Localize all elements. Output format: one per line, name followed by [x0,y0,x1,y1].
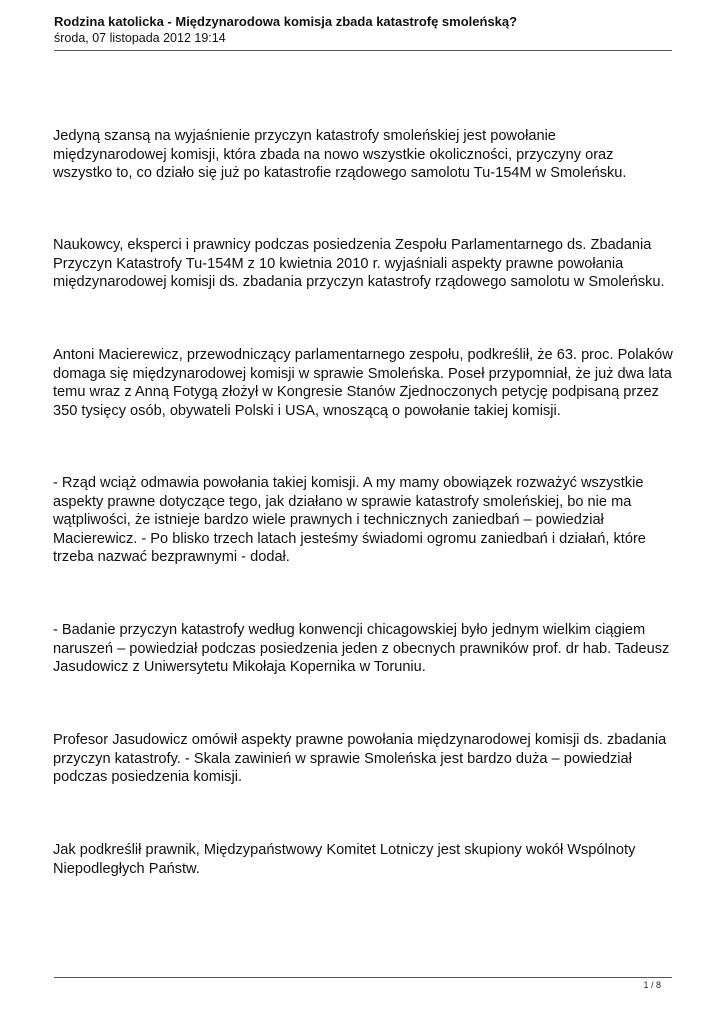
text-line: Jak podkreślił prawnik, Międzypaństwowy Komitet Lotniczy jest skupiony wokół Wspólnoty [53,842,636,858]
text-line: - Rząd wciąż odmawia powołania takiej komisji. A my mamy obowiązek rozważyć wszystkie [53,475,644,491]
text-line: temu wraz z Anną Fotygą złożył w Kongresie Stanów Zjednoczonych petycję podpisaną przez [53,384,659,400]
page-indicator: 1 / 8 [643,980,661,990]
text-line: - Badanie przyczyn katastrofy według konwencji chicagowskiej było jednym wielkim ciągiem [53,622,646,638]
text-line: Przyczyn Katastrofy Tu-154M z 10 kwietnia 2010 r. wyjaśniali aspekty prawne powołania [53,255,624,272]
text-line: Profesor Jasudowicz omówił aspekty prawne powołania międzynarodowej komisji ds. zbadania [53,732,667,748]
text-line: Jedyną szansą na wyjaśnienie przyczyn katastrofy smoleńskiej jest powołanie [53,128,556,144]
text-line: Antoni Macierewicz, przewodniczący parlamentarnego zespołu, podkreślił, że 63. proc. Polaków [53,347,673,363]
paragraph-6 [53,731,678,787]
document-title: Rodzina katolicka - Międzynarodowa komisja zbada katastrofę smoleńską? [54,14,518,29]
text-line: podczas posiedzenia komisji. [53,769,243,785]
text-line: trzeba nazwać bezprawnymi - dodał. [53,549,290,565]
text-line: międzynarodowej komisji ds. zbadania przyczyn katastrofy rządowego samolotu w Smoleńsku. [53,274,665,290]
paragraph-1 [53,127,678,183]
text-line: wszystko to, co działo się już po katastrofie rządowego samolotu Tu-154M w Smoleńsku. [53,165,627,181]
paragraph-7 [53,841,678,878]
text-line: międzynarodowej komisji, która zbada na nowo wszystkie okoliczności, przyczyny oraz [53,146,614,163]
paragraph-4 [53,474,678,567]
text-line: Macierewicz. - Po blisko trzech latach jesteśmy świadomi ogromu zaniedbań i działań, które [53,530,646,547]
text-line: Niepodległych Państw. [53,860,200,877]
header-divider [54,50,672,51]
paragraph-3 [53,346,678,420]
text-line: 350 tysięcy osób, obywateli Polski i USA, wnoszącą o powołanie takiej komisji. [53,402,561,419]
paragraph-2 [53,236,678,292]
document-header [54,14,672,46]
document-date: środa, 07 listopada 2012 19:14 [54,31,226,45]
text-line: Naukowcy, eksperci i prawnicy podczas posiedzenia Zespołu Parlamentarnego ds. Zbadania [53,237,652,253]
text-line: przyczyn katastrofy. - Skala zawinień w sprawie Smoleńska jest bardzo duża – powiedział [53,750,632,767]
text-line: aspekty prawne dotyczące tego, jak działano w sprawie katastrofy smoleńskiej, bo nie ma [53,493,632,510]
text-line: naruszeń – powiedział podczas posiedzenia jeden z obecnych prawników prof. dr hab. Tadeusz [53,640,670,657]
paragraph-5 [53,621,678,677]
text-line: wątpliwości, że istnieje bardzo wiele prawnych i technicznych zaniedbań – powiedział [53,512,604,528]
footer-divider [54,977,672,978]
text-line: Jasudowicz z Uniwersytetu Mikołaja Kopernika w Toruniu. [53,659,426,675]
text-line: domaga się międzynarodowej komisji w sprawie Smoleńska. Poseł przypomniał, że już dwa lata [53,365,672,382]
